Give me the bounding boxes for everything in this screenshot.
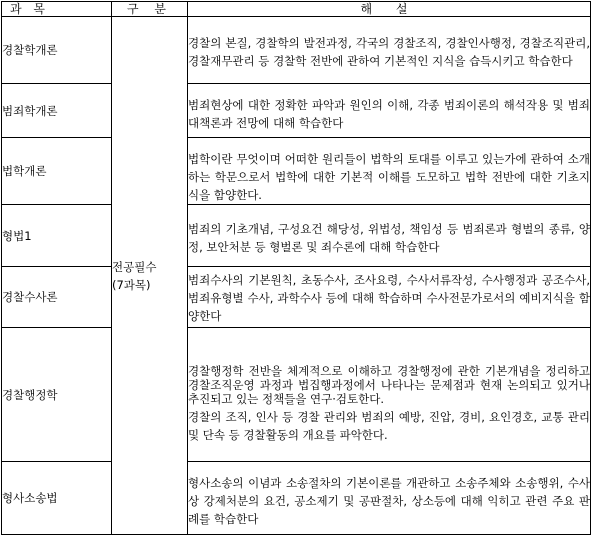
division-cell xyxy=(112,17,188,535)
course-description xyxy=(188,328,591,462)
course-description-paragraph: 경찰행정학 전반을 체계적으로 이해하고 경찰행정에 관한 기본개념을 정리하고 경찰조직운영 과정과 법집행과정에서 나타나는 문제점과 현재 논의되고 있거나 추진되고 있는 정책들을 연구·검토한다. xyxy=(188,363,590,406)
course-name: 경찰행정학 xyxy=(2,328,112,462)
table-row xyxy=(2,205,591,267)
division-label-line2: (7과목) xyxy=(112,277,151,292)
course-description-text: 경찰의 본질, 경찰학의 발전과정, 각국의 경찰조직, 경찰인사행정, 경찰조직관리, 경찰재무관리 등 경찰학 전반에 관하여 기본적인 지식을 습득시키고 학습한다 xyxy=(188,35,590,68)
course-name: 범죄학개론 xyxy=(2,84,112,138)
course-name: 법학개론 xyxy=(2,138,112,205)
curriculum-table xyxy=(1,1,591,535)
course-description-paragraph: 경찰의 조직, 인사 등 경찰 관리와 범죄의 예방, 진압, 경비, 요인경호, 교통 관리 및 단속 등 경찰활동의 개요를 파악한다. xyxy=(188,409,590,442)
course-name: 형법1 xyxy=(2,205,112,267)
header-subject: 과 목 xyxy=(2,2,112,17)
course-description-text: 범죄의 기초개념, 구성요건 해당성, 위법성, 책임성 등 범죄론과 형벌의 종류, 양정, 보안처분 등 형벌론 및 죄수론에 대해 학습한다 xyxy=(188,221,590,254)
table-row xyxy=(2,328,591,462)
course-description-text xyxy=(188,346,590,444)
division-label-line1: 전공필수 xyxy=(112,259,157,274)
header-division: 구 분 xyxy=(112,2,188,17)
table-row xyxy=(2,267,591,328)
course-description-text: 범죄수사의 기본원칙, 초동수사, 조사요령, 수사서류작성, 수사행정과 공조수사, 범죄유형별 수사, 과학수사 등에 대해 학습하며 수사전문가로서의 예비지식을 함양한다 xyxy=(188,272,590,323)
header-description: 해 설 xyxy=(188,2,591,17)
table-row xyxy=(2,84,591,138)
table-row xyxy=(2,462,591,535)
course-description xyxy=(188,138,591,205)
table-row xyxy=(2,17,591,84)
course-name: 경찰학개론 xyxy=(2,17,112,84)
course-description xyxy=(188,462,591,535)
course-description-text: 형사소송의 이념과 소송절차의 기본이론를 개관하고 소송주체와 소송행위, 수사상 강제처분의 요건, 공소제기 및 공판절차, 상소등에 대해 익히고 관련 주요 판례를 학습한다 xyxy=(188,476,590,526)
course-name: 형사소송법 xyxy=(2,462,112,535)
course-description-text: 법학이란 무엇이며 어떠한 원리들이 법학의 토대를 이루고 있는가에 관하여 소개하는 학문으로서 법학에 대한 기본적 이해를 도모하고 법학 전반에 대한 기초지식을 함양한다. xyxy=(188,151,590,202)
course-description xyxy=(188,267,591,328)
course-description-text: 범죄현상에 대한 정확한 파악과 원인의 이해, 각종 범죄이론의 해석작용 및 범죄 대책론과 전망에 대해 학습한다 xyxy=(188,98,590,130)
table-row xyxy=(2,138,591,205)
course-description xyxy=(188,84,591,138)
course-description xyxy=(188,205,591,267)
course-description xyxy=(188,17,591,84)
table-header-row xyxy=(2,2,591,17)
course-name: 경찰수사론 xyxy=(2,267,112,328)
